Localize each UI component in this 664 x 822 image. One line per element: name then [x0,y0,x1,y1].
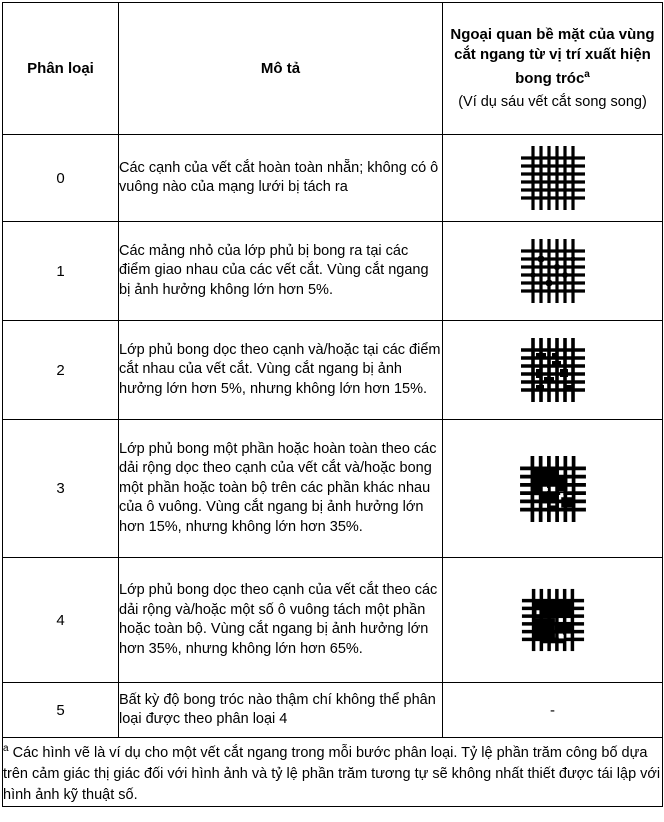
appearance-title-text: Ngoại quan bề mặt của vùng cắt ngang từ vị trí xuất hiện bong tróc [450,26,655,87]
class-description: Lớp phủ bong dọc theo cạnh của vết cắt theo các dải rộng và/hoặc một số ô vuông tách một phần hoặc toàn bộ. Vùng cắt ngang bị ảnh hưởng lớn hơn 35%, nhưng không lớn hơn 65%. [119,558,443,683]
class-value: 2 [3,321,119,420]
appearance-footnote-marker: a [584,69,590,80]
appearance-cell [443,558,663,683]
table-row [3,135,663,222]
crosshatch-grid-heavy-detachment-icon [520,587,586,653]
appearance-subtitle: (Ví dụ sáu vết cắt song song) [458,94,647,110]
class-description: Lớp phủ bong một phần hoặc hoàn toàn theo các dải rộng dọc theo cạnh của vết cắt và/hoặc bong một phần hoặc toàn bộ trên các phần khác nhau của ô vuông. Vùng cắt ngang bị ảnh hưởng lớn hơn 15%, nhưng không lớn hơn 35%. [119,420,443,558]
crosshatch-grid-clean-icon [519,144,587,212]
class-description: Các cạnh của vết cắt hoàn toàn nhẵn; không có ô vuông nào của mạng lưới bị tách ra [119,135,443,222]
appearance-cell [443,135,663,222]
footnote-row [3,738,663,807]
class-value: 0 [3,135,119,222]
table-row [3,222,663,321]
table-row [3,683,663,738]
footnote [3,738,663,807]
footnote-marker: a [3,743,9,754]
header-class: Phân loại [3,3,119,135]
appearance-cell [443,420,663,558]
class-value: 4 [3,558,119,683]
class-description: Các mảng nhỏ của lớp phủ bị bong ra tại các điểm giao nhau của các vết cắt. Vùng cắt ngang bị ảnh hưởng không lớn hơn 5%. [119,222,443,321]
footnote-text: Các hình vẽ là ví dụ cho một vết cắt ngang trong mỗi bước phân loại. Tỷ lệ phần trăm công bố dựa trên cảm giác thị giác đối với hình ảnh và tỷ lệ phần trăm tương tự sẽ không nhất thiết được tái lập với hình ảnh kỹ thuật số. [3,744,661,803]
class-description: Bất kỳ độ bong tróc nào thậm chí không thể phân loại được theo phân loại 4 [119,683,443,738]
class-value: 1 [3,222,119,321]
crosshatch-grid-slight-flaking-icon [519,237,587,305]
class-description: Lớp phủ bong dọc theo cạnh và/hoặc tại các điểm cắt nhau của vết cắt. Vùng cắt ngang bị ảnh hưởng lớn hơn 5%, nhưng không lớn hơn 15%. [119,321,443,420]
appearance-placeholder: - [443,683,663,738]
classification-table [2,2,663,807]
class-value: 5 [3,683,119,738]
class-value: 3 [3,420,119,558]
header-description: Mô tả [119,3,443,135]
table-row [3,558,663,683]
header-appearance [443,3,663,135]
table-row [3,420,663,558]
appearance-title [443,25,662,89]
appearance-cell [443,222,663,321]
crosshatch-grid-partial-detachment-icon [518,454,588,524]
table-header-row [3,3,663,135]
table-row [3,321,663,420]
crosshatch-grid-edge-flaking-icon [519,336,587,404]
appearance-cell [443,321,663,420]
